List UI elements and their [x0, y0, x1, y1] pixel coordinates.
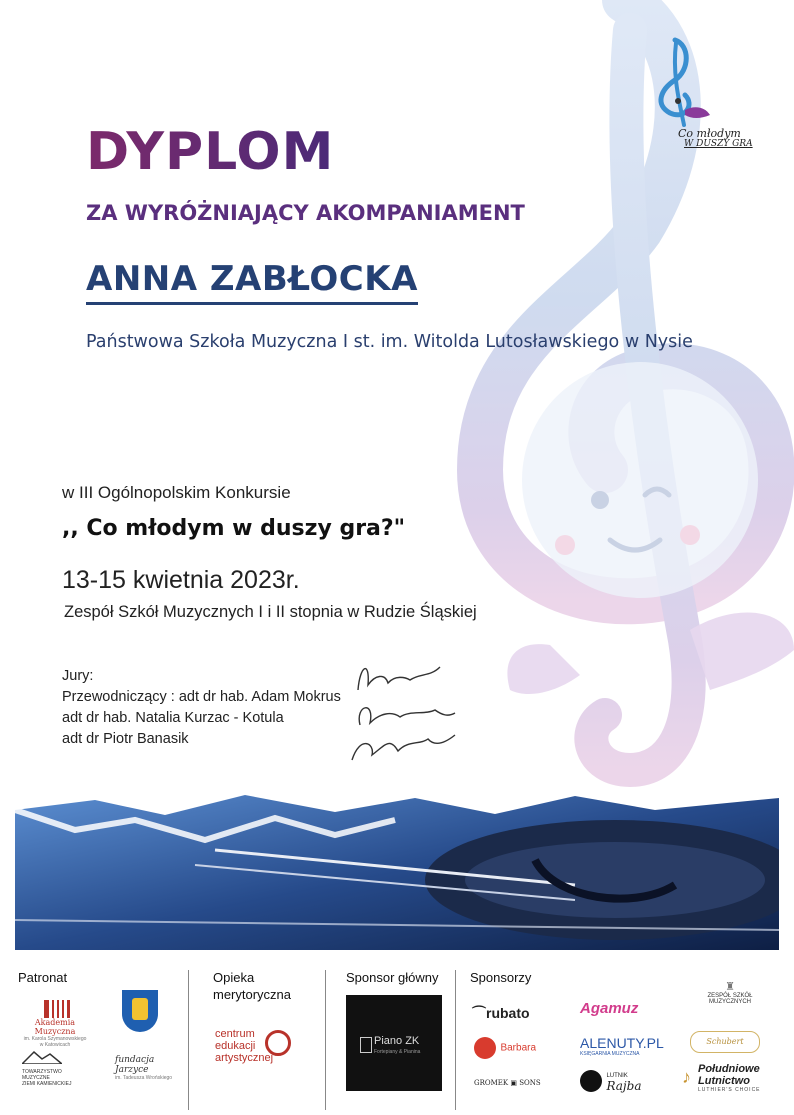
luthiers-choice-text: LUTHIER'S CHOICE	[698, 1087, 761, 1093]
barbara-emblem-icon	[474, 1037, 496, 1059]
poludniowe-text: Południowe	[698, 1063, 760, 1075]
patronat-heading: Patronat	[18, 970, 68, 985]
centrum-text: edukacji	[215, 1040, 256, 1052]
piano-zk-subtext: Fortepiany & Pianina	[374, 1049, 421, 1055]
logo-text-line2: W DUSZY GRA	[684, 139, 753, 149]
gromek-emblem-icon: ▣	[510, 1079, 517, 1087]
barbara-logo	[474, 1037, 536, 1059]
piano-icon	[360, 1037, 372, 1053]
contest-intro: w III Ogólnopolskim Konkursie	[62, 483, 291, 502]
logo-treble-clef-icon	[640, 35, 760, 130]
agamuz-logo: Agamuz	[580, 1000, 639, 1017]
akademia-text: Akademia Muzyczna	[34, 1018, 76, 1036]
fundacja-subtext: im. Tadeusza Wrońskiego	[115, 1075, 173, 1081]
coat-of-arms-icon	[122, 990, 158, 1032]
towarzystwo-logo	[22, 1050, 92, 1087]
centrum-text: centrum	[215, 1028, 255, 1040]
contest-logo	[640, 35, 760, 165]
jury-signatures	[330, 655, 470, 770]
piano-zk-logo	[346, 995, 442, 1091]
diploma-subtitle: ZA WYRÓŻNIAJĄCY AKOMPANIAMENT	[86, 201, 525, 225]
akademia-muzyczna-logo	[20, 1000, 90, 1048]
contest-venue: Zespół Szkół Muzycznych I i II stopnia w Rudzie Śląskiej	[64, 603, 477, 621]
alenuty-logo	[580, 1035, 664, 1057]
sons-text: SONS	[519, 1079, 541, 1087]
zespol-szkol-logo	[695, 980, 765, 1005]
logo-text-line1: Co młodym	[678, 127, 741, 140]
jury-member: adt dr Piotr Banasik	[62, 731, 189, 747]
towarzystwo-text: TOWARZYSTWO	[22, 1069, 62, 1075]
barbara-text: Barbara	[500, 1042, 537, 1054]
diploma-title: DYPLOM	[86, 122, 335, 182]
contest-name: ,, Co młodym w duszy gra?"	[62, 516, 406, 541]
towarzystwo-text: ZIEMI KAMIENICKIEJ	[22, 1081, 72, 1087]
lutnik-emblem-icon	[580, 1070, 602, 1092]
rajba-text: Rajba	[606, 1079, 642, 1093]
alenuty-subtext: KSIĘGARNIA MUZYCZNA	[580, 1051, 640, 1057]
fundacja-text: Jarzyce	[115, 1065, 149, 1075]
jury-member: Przewodniczący : adt dr hab. Adam Mokrus	[62, 689, 341, 705]
schubert-logo: Schubert	[690, 1031, 760, 1053]
lutnik-rajba-logo	[580, 1070, 641, 1092]
akademia-emblem-icon	[44, 1000, 70, 1018]
school-building-icon: ♜	[725, 981, 735, 993]
divider	[455, 970, 456, 1110]
jury-member: adt dr hab. Natalia Kurzac - Kotula	[62, 710, 284, 726]
contest-date: 13-15 kwietnia 2023r.	[62, 566, 300, 594]
sponsorzy-heading: Sponsorzy	[470, 970, 532, 985]
school-name: Państwowa Szkoła Muzyczna I st. im. Witolda Lutosławskiego w Nysie	[86, 332, 693, 352]
akademia-subtext: w Katowicach	[39, 1042, 71, 1048]
zespol-text: ZESPÓŁ SZKÓŁ	[707, 993, 753, 999]
lutnik-text: LUTNIK	[606, 1073, 628, 1079]
opieka-heading-line1: Opieka	[213, 970, 255, 985]
alenuty-text: ALENUTY.PL	[580, 1035, 664, 1051]
divider	[325, 970, 326, 1110]
jury-label: Jury:	[62, 668, 94, 684]
piano-zk-text: Piano ZK	[374, 1035, 420, 1047]
centrum-text: artystycznej	[215, 1052, 274, 1064]
sponsors-section	[0, 955, 794, 1115]
fundacja-logo	[115, 1055, 185, 1081]
jury-block	[62, 666, 341, 750]
violin-banner-image	[15, 790, 779, 950]
recipient-name: ANNA ZABŁOCKA	[86, 259, 418, 305]
zespol-text: MUZYCZNYCH	[709, 999, 751, 1005]
towarzystwo-text: MUZYCZNE	[22, 1075, 50, 1081]
opieka-heading-line2: merytoryczna	[213, 987, 292, 1002]
poludniowe-lutnictwo-logo	[682, 1063, 761, 1093]
gromek-sons-logo	[474, 1079, 541, 1087]
lutnictwo-text: Lutnictwo	[698, 1075, 750, 1087]
akademia-subtext: im. Karola Szymanowskiego	[23, 1036, 87, 1042]
centrum-edukacji-logo	[215, 1028, 310, 1064]
gromek-text: GROMEK	[474, 1079, 509, 1087]
divider	[188, 970, 189, 1110]
fundacja-text: fundacja	[115, 1055, 155, 1065]
centrum-emblem-icon	[265, 1030, 291, 1056]
guitar-icon: ♪	[682, 1067, 691, 1087]
mountains-icon	[22, 1050, 62, 1064]
rubato-arc-icon: ⌒	[472, 1005, 486, 1021]
rubato-text: rubato	[486, 1005, 530, 1021]
rubato-logo	[472, 1003, 530, 1023]
sponsor-glowny-heading: Sponsor główny	[346, 970, 439, 985]
